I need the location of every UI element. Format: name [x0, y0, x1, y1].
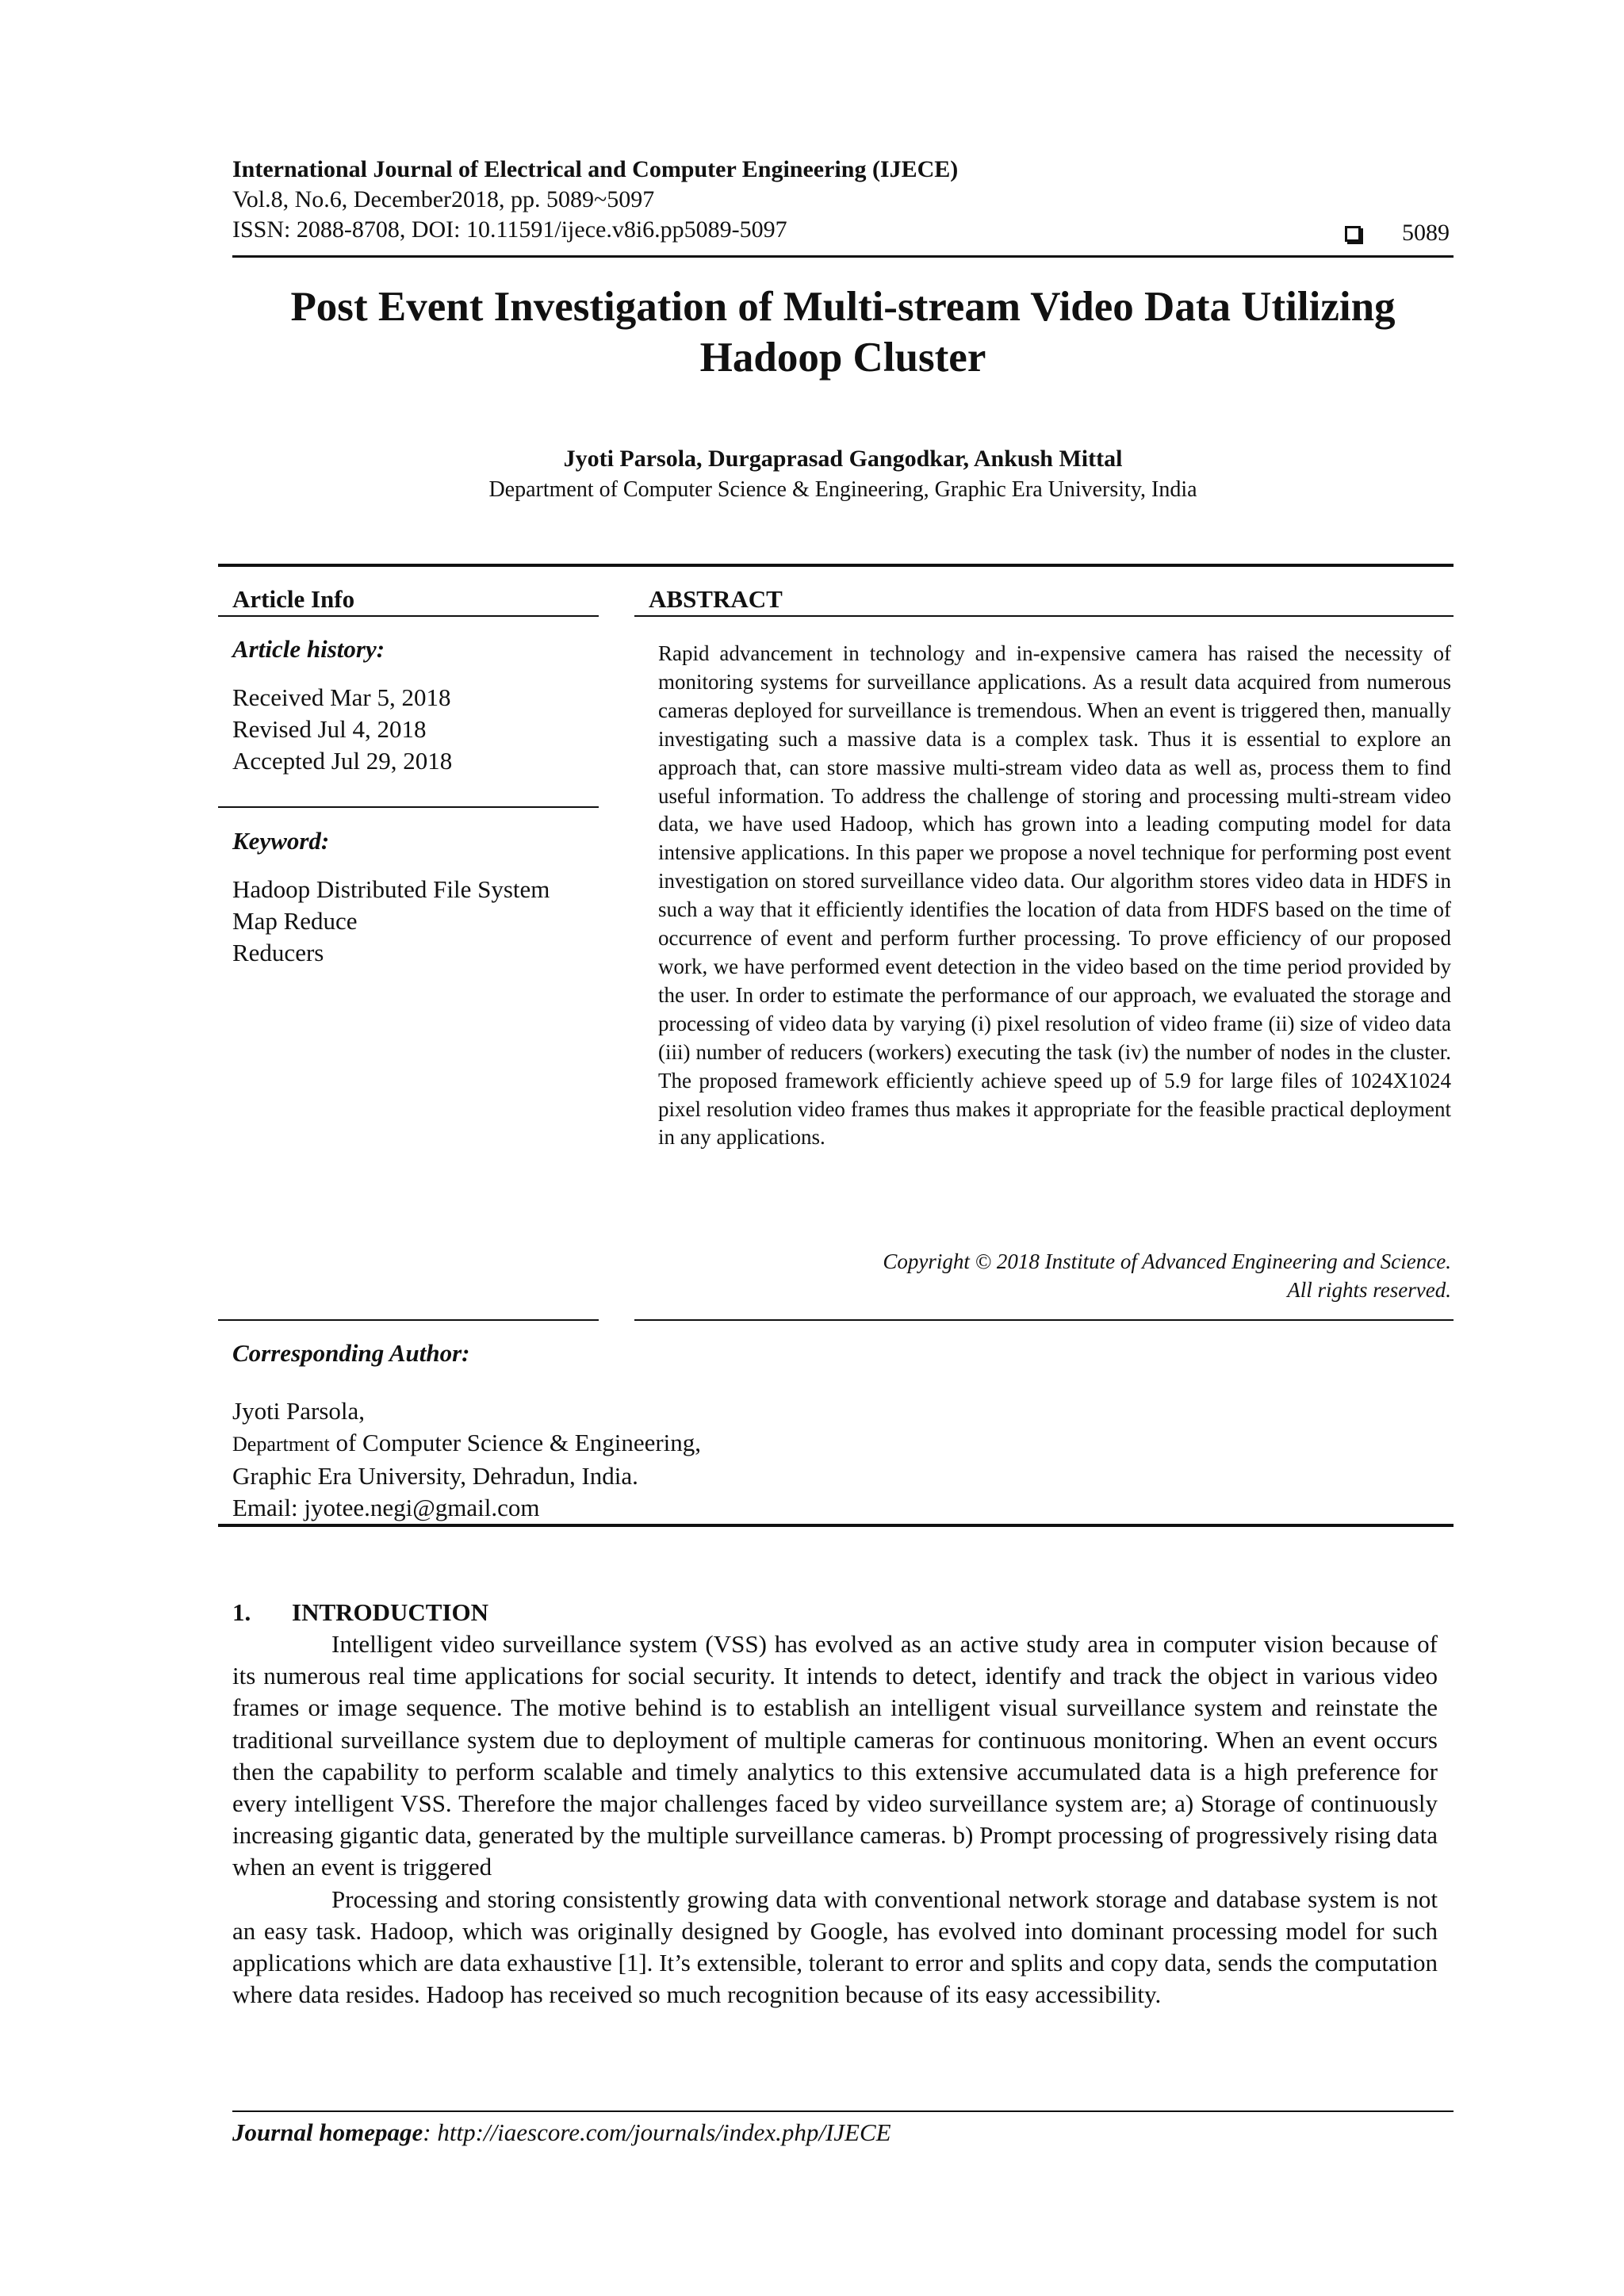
keyword-item: Map Reduce: [232, 907, 358, 935]
page-number: 5089: [1402, 220, 1450, 246]
info-bottom-rule: [218, 1319, 599, 1321]
abstract-text: Rapid advancement in technology and in-expensive camera has raised the necessity of monitoring systems for surveillance applications. As a result data acquired from numerous cameras deployed for surveillance is tremendous. When an event is triggered then, manually investigating such a massive data is a complex task. Thus it is essential to explore an approach that, can store massive multi-stream video data as well as, process them to find useful information. To address the challenge of storing and processing multi-stream video data, we have used Hadoop, which has grown into a leading computing model for data intensive applications. In this paper we propose a novel technique for performing post event investigation on stored surveillance video data. Our algorithm stores video data in HDFS in such a way that it efficiently identifies the location of data from HDFS based on the time of occurrence of event and perform further processing. To prove efficiency of our proposed work, we have performed event detection in the video based on the time period provided by the user. In order to estimate the performance of our approach, we evaluated the storage and processing of video data by varying (i) pixel resolution of video frame (ii) size of video data (iii) number of reducers (workers) executing the task (iv) the number of nodes in the cluster. The proposed framework efficiently achieve speed up of 5.9 for large files of 1024X1024 pixel resolution video frames thus makes it appropriate for the feasible practical deployment in any applications.: [658, 641, 1451, 1150]
keyword-item: Reducers: [232, 939, 324, 966]
corresponding-dept: [232, 1427, 946, 1460]
authors: Jyoti Parsola, Durgaprasad Gangodkar, Ankush Mittal: [563, 446, 1123, 472]
front-matter-bottom-rule: [218, 1524, 1454, 1527]
paragraph: Intelligent video surveillance system (VSS) has evolved as an active study area in computer vision because of its numerous real time applications for social security. It intends to detect, identify and track the object in various video frames or image sequence. The motive behind is to establish an intelligent visual surveillance system and reinstate the traditional surveillance system due to deployment of multiple cameras for continuous monitoring. When an event occurs then the capability to perform scalable and timely analytics to this extensive accumulated data is a high preference for every intelligent VSS. Therefore the major challenges faced by video surveillance system are; a) Storage of continuously increasing gigantic data, generated by the multiple surveillance cameras. b) Prompt processing of progressively rising data when an event is triggered: [232, 1630, 1438, 1881]
keyword-heading: Keyword:: [232, 827, 330, 855]
article-info-rule: [218, 615, 599, 617]
header-rule: [232, 255, 1454, 258]
history-received: Received Mar 5, 2018: [232, 683, 451, 711]
journal-name: International Journal of Electrical and Computer Engineering (IJECE): [232, 156, 959, 182]
section-number: 1.: [232, 1598, 251, 1626]
footer-rule: [232, 2110, 1454, 2112]
article-info-heading: Article Info: [232, 585, 355, 613]
abstract-heading: ABSTRACT: [649, 585, 783, 613]
article-history-list: [232, 682, 452, 777]
dept-rest: of Computer Science & Engineering,: [329, 1429, 702, 1456]
corresponding-email: Email: jyotee.negi@gmail.com: [232, 1494, 540, 1521]
paper-title: [232, 281, 1454, 383]
keyword-item: Hadoop Distributed File System: [232, 875, 550, 903]
journal-header: [232, 155, 1454, 245]
volume-line: Vol.8, No.6, December2018, pp. 5089~5097: [232, 186, 655, 212]
history-revised: Revised Jul 4, 2018: [232, 715, 427, 743]
copyright-notice: [658, 1247, 1451, 1304]
keyword-list: [232, 874, 550, 969]
article-history-heading: Article history:: [232, 635, 385, 663]
affiliation: Department of Computer Science & Engineering, Graphic Era University, India: [488, 477, 1197, 502]
front-matter-top-rule: [218, 564, 1454, 567]
introduction-heading: [232, 1597, 488, 1628]
copyright-line-1: Copyright © 2018 Institute of Advanced Engineering and Science.: [883, 1249, 1451, 1273]
corresponding-author-block: [232, 1395, 946, 1524]
title-line-2: Hadoop Cluster: [699, 335, 986, 381]
corresponding-name: Jyoti Parsola,: [232, 1397, 366, 1425]
journal-homepage: [232, 2117, 891, 2149]
history-rule: [218, 806, 599, 808]
homepage-url[interactable]: : http://iaescore.com/journals/index.php/IJECE: [423, 2118, 891, 2146]
title-line-1: Post Event Investigation of Multi-stream Video Data Utilizing: [290, 284, 1396, 330]
page-number-block: [1345, 218, 1450, 248]
checkbox-square-icon: [1345, 226, 1361, 242]
history-accepted: Accepted Jul 29, 2018: [232, 747, 453, 775]
homepage-label: Journal homepage: [232, 2118, 423, 2146]
dept-prefix: Department: [232, 1433, 330, 1456]
corresponding-author-heading: Corresponding Author:: [232, 1339, 470, 1367]
paragraph: Processing and storing consistently growing data with conventional network storage and database system is not an easy task. Hadoop, which was originally designed by Google, has evolved into dominant processing model for such applications which are data exhaustive [1]. It’s extensible, tolerant to error and splits and copy data, sends the computation where data resides. Hadoop has received so much recognition because of its easy accessibility.: [232, 1885, 1438, 2009]
copyright-line-2: All rights reserved.: [1287, 1278, 1451, 1302]
abstract-rule: [634, 615, 1454, 617]
issn-doi-line: ISSN: 2088-8708, DOI: 10.11591/ijece.v8i6.pp5089-5097: [232, 216, 787, 243]
introduction-body: [232, 1628, 1438, 2011]
corresponding-university: Graphic Era University, Dehradun, India.: [232, 1462, 638, 1490]
abstract-bottom-rule: [634, 1319, 1454, 1321]
section-title: INTRODUCTION: [292, 1598, 489, 1626]
